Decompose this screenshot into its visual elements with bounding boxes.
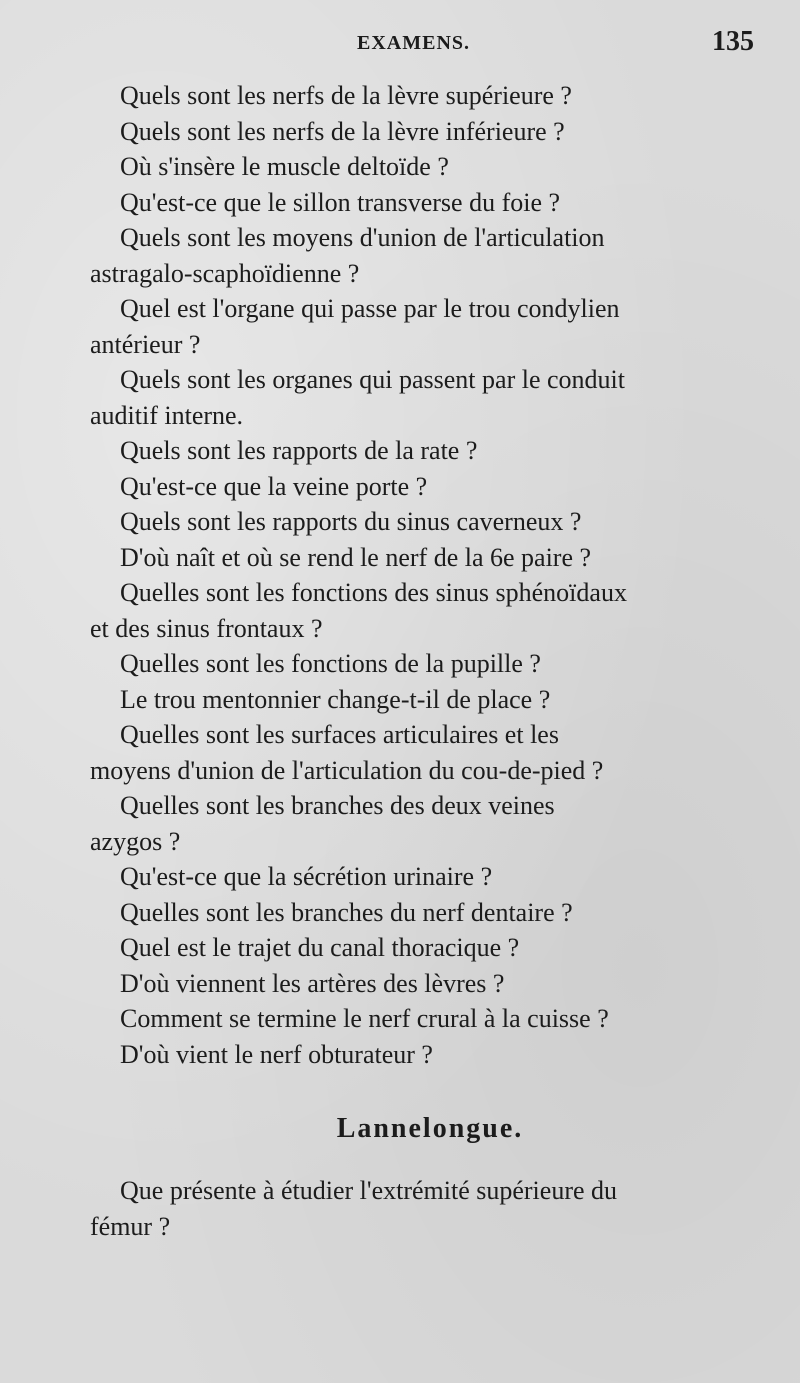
question-line: azygos ? <box>90 826 181 856</box>
question-line: Qu'est-ce que la veine porte ? <box>120 471 428 501</box>
question-line: Comment se termine le nerf crural à la cuisse ? <box>120 1004 609 1033</box>
page-header <box>0 26 800 62</box>
question-line: D'où vient le nerf obturateur ? <box>120 1039 433 1069</box>
section-line: fémur ? <box>90 1212 171 1241</box>
question-line: Quelles sont les surfaces articulaires et les <box>120 720 559 749</box>
question-line: Quel est le trajet du canal thoracique ? <box>120 933 520 962</box>
question-line: antérieur ? <box>90 329 201 359</box>
question-line: auditif interne. <box>90 400 244 430</box>
question-line: Quel est l'organe qui passe par le trou condylien <box>120 294 620 323</box>
page-number: 135 <box>712 26 754 57</box>
section-heading: Lannelongue. <box>336 1113 524 1144</box>
question-line: Quels sont les nerfs de la lèvre inférieure ? <box>120 116 565 146</box>
question-line: D'où viennent les artères des lèvres ? <box>120 968 505 998</box>
running-head: EXAMENS. <box>357 32 471 54</box>
question-line: Quels sont les organes qui passent par le conduit <box>120 365 625 394</box>
question-line: Qu'est-ce que la sécrétion urinaire ? <box>120 862 493 891</box>
question-line: et des sinus frontaux ? <box>90 613 323 643</box>
question-line: D'où naît et où se rend le nerf de la 6e paire ? <box>120 542 592 572</box>
question-line: Quels sont les moyens d'union de l'articulation <box>120 223 605 252</box>
section-line: Que présente à étudier l'extrémité supérieure du <box>120 1176 618 1205</box>
question-line: astragalo-scaphoïdienne ? <box>90 258 360 288</box>
question-line: Quels sont les rapports de la rate ? <box>120 436 478 465</box>
question-list <box>90 78 765 1072</box>
question-line: Quelles sont les branches des deux veines <box>120 791 555 820</box>
question-line: Qu'est-ce que le sillon transverse du foie ? <box>120 187 561 217</box>
question-line: Quels sont les rapports du sinus caverneux ? <box>120 507 582 536</box>
question-line: Quelles sont les branches du nerf dentaire ? <box>120 897 573 927</box>
question-line: Quelles sont les fonctions de la pupille ? <box>120 649 541 678</box>
question-line: Le trou mentonnier change-t-il de place ? <box>120 684 551 714</box>
question-line: moyens d'union de l'articulation du cou-de-pied ? <box>90 755 604 785</box>
question-line: Quelles sont les fonctions des sinus sphénoïdaux <box>120 578 627 607</box>
question-line: Quels sont les nerfs de la lèvre supérieure ? <box>120 81 572 110</box>
question-line: Où s'insère le muscle deltoïde ? <box>120 152 449 181</box>
section-text <box>90 1173 765 1245</box>
